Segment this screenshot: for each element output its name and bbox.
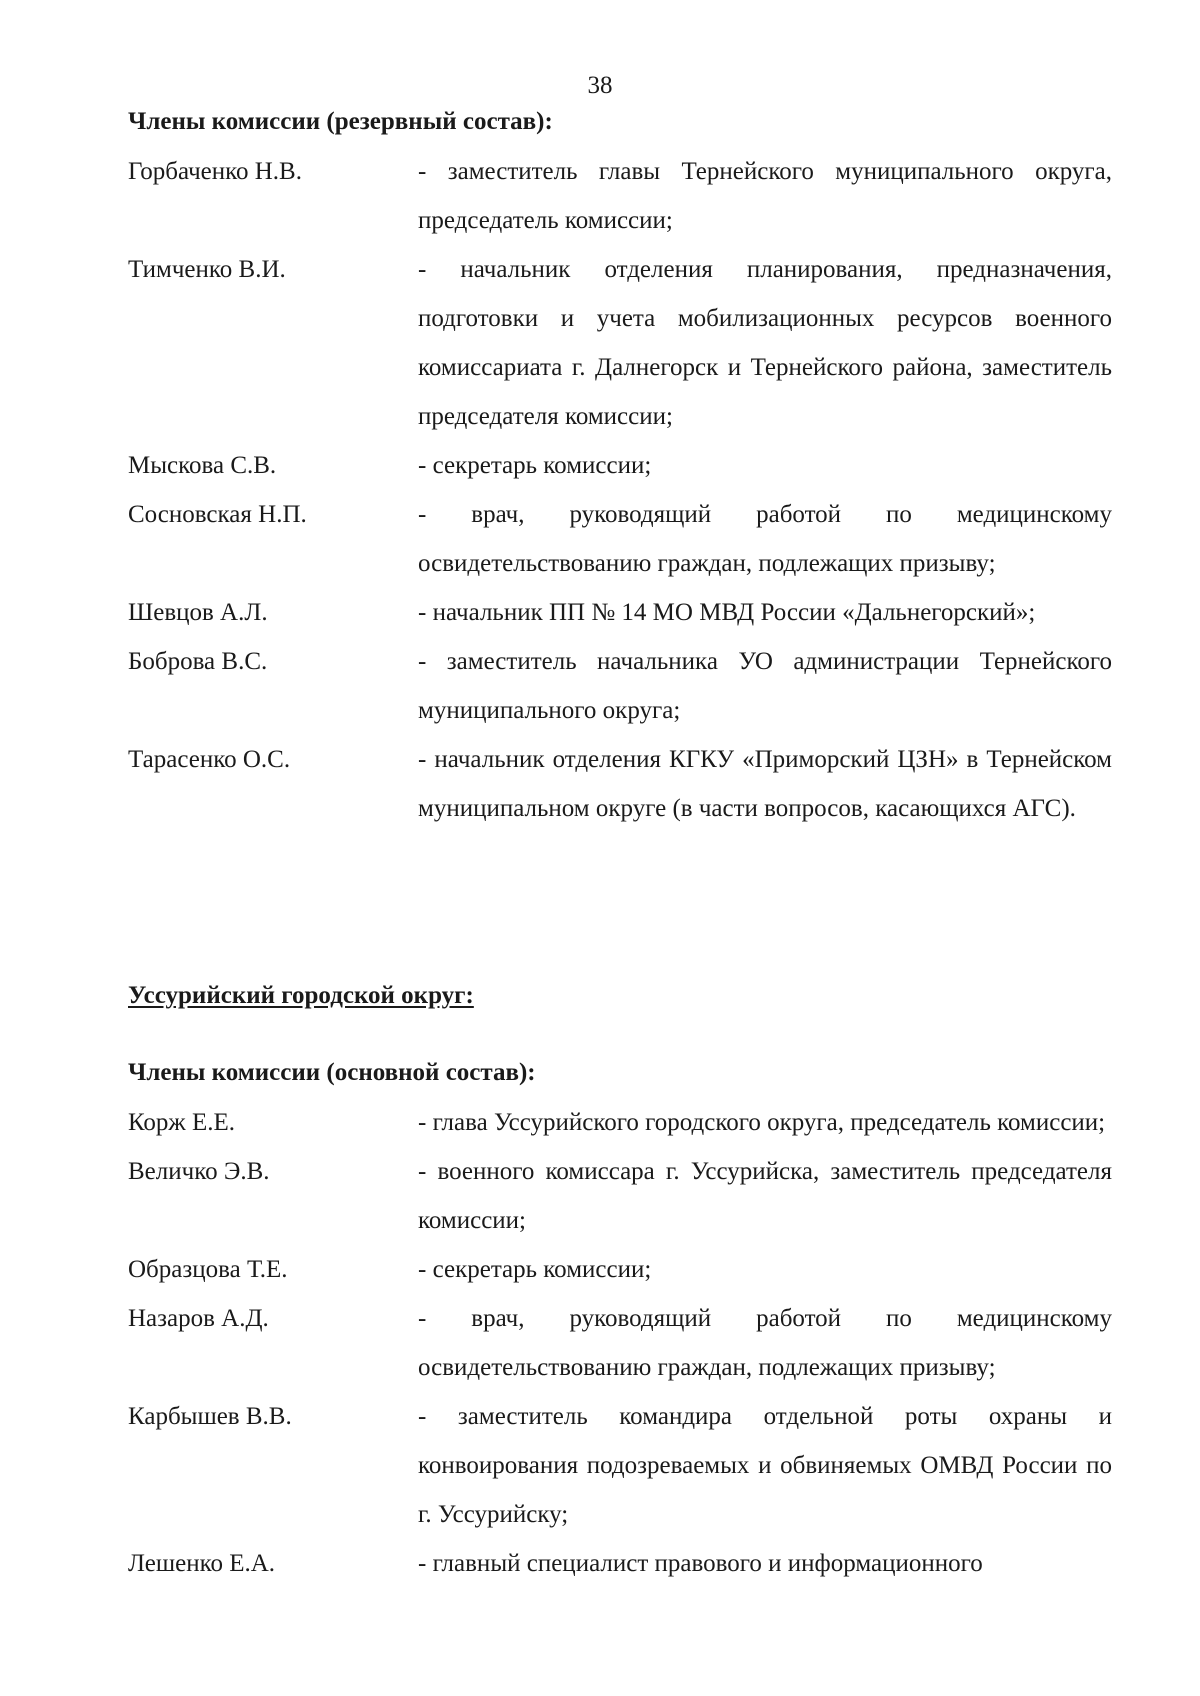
member-name: Образцова Т.Е. xyxy=(128,1256,288,1283)
member-name: Сосновская Н.П. xyxy=(128,501,307,528)
member-role: - военного комиссара г. Уссурийска, заместитель председателя комиссии; xyxy=(418,1158,1112,1234)
page-number: 38 xyxy=(587,72,613,99)
member-role: - заместитель командира отдельной роты охраны и конвоирования подозреваемых и обвиняемых ОМВД России по г. Уссурийску; xyxy=(418,1403,1112,1528)
member-row xyxy=(128,147,1112,245)
member-name: Корж Е.Е. xyxy=(128,1109,235,1136)
member-role: - заместитель главы Тернейского муниципального округа, председатель комиссии; xyxy=(418,158,1112,234)
member-name: Мыскова С.В. xyxy=(128,452,277,479)
member-role: - начальник ПП № 14 МО МВД России «Дальнегорский»; xyxy=(418,599,1036,626)
member-role: - главный специалист правового и информационного xyxy=(418,1550,983,1577)
district-heading: Уссурийский городской округ: xyxy=(128,982,474,1009)
member-name: Горбаченко Н.В. xyxy=(128,158,302,185)
member-row xyxy=(128,1245,1112,1294)
member-row xyxy=(128,588,1112,637)
ussuriysk-section xyxy=(128,978,1112,1588)
member-name: Карбышев В.В. xyxy=(128,1403,292,1430)
member-name: Тарасенко О.С. xyxy=(128,746,291,773)
member-row xyxy=(128,490,1112,588)
member-role: - секретарь комиссии; xyxy=(418,452,652,479)
member-role: - секретарь комиссии; xyxy=(418,1256,652,1283)
member-row xyxy=(128,1392,1112,1539)
member-row xyxy=(128,1147,1112,1245)
member-row xyxy=(128,735,1112,833)
member-name: Шевцов А.Л. xyxy=(128,599,268,626)
member-role: - врач, руководящий работой по медицинскому освидетельствованию граждан, подлежащих призыву; xyxy=(418,1305,1112,1381)
member-name: Величко Э.В. xyxy=(128,1158,270,1185)
main-members-heading: Члены комиссии (основной состав): xyxy=(128,1059,536,1086)
member-role: - заместитель начальника УО администрации Тернейского муниципального округа; xyxy=(418,648,1112,724)
member-row xyxy=(128,1098,1112,1147)
member-role: - начальник отделения планирования, предназначения, подготовки и учета мобилизационных ресурсов военного комиссариата г. Далнегорск и Тернейского района, заместитель председателя комиссии; xyxy=(418,256,1112,430)
member-row xyxy=(128,1294,1112,1392)
member-role: - глава Уссурийского городского округа, председатель комиссии; xyxy=(418,1109,1106,1136)
member-name: Боброва В.С. xyxy=(128,648,268,675)
reserve-members-heading: Члены комиссии (резервный состав): xyxy=(128,108,553,135)
member-row xyxy=(128,245,1112,441)
member-row xyxy=(128,441,1112,490)
member-row xyxy=(128,1539,1112,1588)
member-role: - начальник отделения КГКУ «Приморский ЦЗН» в Тернейском муниципальном округе (в части вопросов, касающихся АГС). xyxy=(418,746,1112,822)
member-name: Тимченко В.И. xyxy=(128,256,286,283)
member-role: - врач, руководящий работой по медицинскому освидетельствованию граждан, подлежащих призыву; xyxy=(418,501,1112,577)
member-row xyxy=(128,637,1112,735)
reserve-members-section xyxy=(128,104,1112,833)
member-name: Назаров А.Д. xyxy=(128,1305,269,1332)
member-name: Лешенко Е.А. xyxy=(128,1550,276,1577)
